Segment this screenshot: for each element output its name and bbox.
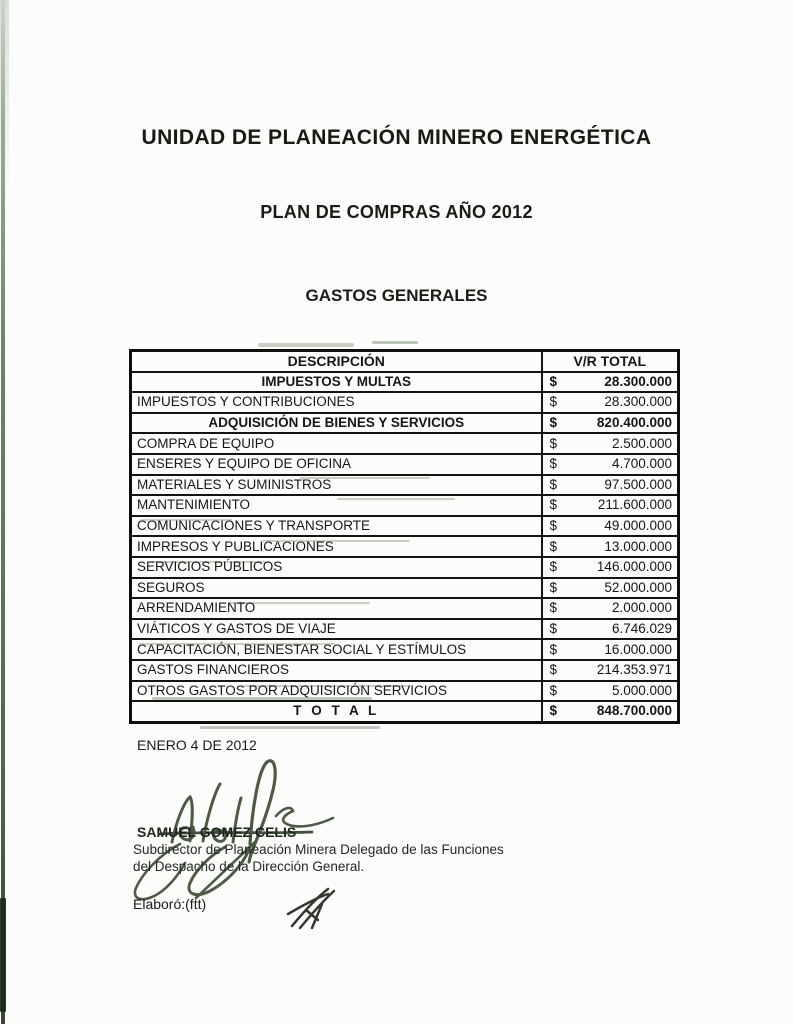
currency-symbol: $ (549, 559, 558, 575)
table-row (131, 372, 679, 393)
amount: 16.000.000 (604, 641, 672, 657)
row-label: VIÁTICOS Y GASTOS DE VIAJE (131, 619, 542, 640)
amount: 5.000.000 (611, 682, 672, 698)
amount: 13.000.000 (604, 538, 672, 554)
currency-symbol: $ (549, 620, 558, 636)
table-row (131, 475, 679, 496)
amount: 211.600.000 (597, 497, 672, 513)
currency-symbol: $ (549, 579, 558, 595)
currency-symbol: $ (549, 394, 558, 410)
row-label: COMPRA DE EQUIPO (131, 433, 542, 454)
amount: 848.700.000 (596, 703, 672, 719)
row-value (542, 619, 679, 640)
table-row (131, 516, 679, 537)
row-value (542, 372, 679, 393)
row-value (542, 495, 679, 516)
row-value (542, 557, 679, 578)
amount: 52.000.000 (604, 579, 672, 595)
row-label: IMPRESOS Y PUBLICACIONES (131, 536, 542, 557)
scan-smudge (372, 341, 418, 344)
date-line: ENERO 4 DE 2012 (137, 737, 257, 753)
elaboro-label: Elaboró:(ftt) (133, 896, 207, 912)
amount: 214.353.971 (596, 662, 672, 678)
currency-symbol: $ (549, 703, 558, 719)
row-value (542, 536, 679, 557)
row-value (542, 433, 679, 454)
row-label: COMUNICACIONES Y TRANSPORTE (131, 516, 542, 537)
currency-symbol: $ (549, 456, 558, 472)
scan-smudge (258, 343, 354, 347)
amount: 2.500.000 (611, 435, 672, 451)
amount: 49.000.000 (604, 517, 672, 533)
row-label: SEGUROS (131, 578, 542, 599)
column-header-total: V/R TOTAL (542, 351, 679, 372)
currency-symbol: $ (549, 662, 558, 678)
currency-symbol: $ (549, 538, 558, 554)
table-row (131, 536, 679, 557)
amount: 28.300.000 (604, 373, 672, 389)
row-value (542, 413, 679, 434)
row-value (542, 516, 679, 537)
currency-symbol: $ (549, 600, 558, 616)
signer-title-line1: Subdirector de Planeación Minera Delegado de las Funciones (133, 842, 504, 857)
row-value (542, 475, 679, 496)
table-header-row (131, 351, 679, 372)
table-row (131, 413, 679, 434)
expenses-table (129, 349, 680, 724)
amount: 97.500.000 (604, 476, 672, 492)
scan-smudge (200, 726, 380, 729)
table-body (131, 372, 679, 723)
amount: 28.300.000 (604, 394, 672, 410)
table-row (131, 598, 679, 619)
amount: 4.700.000 (611, 456, 672, 472)
table-row (131, 557, 679, 578)
row-label: SERVICIOS PÚBLICOS (131, 557, 542, 578)
row-value (542, 681, 679, 702)
table-row (131, 619, 679, 640)
row-label: MATERIALES Y SUMINISTROS (131, 475, 542, 496)
table-row (131, 454, 679, 475)
row-value (542, 701, 679, 722)
scan-edge-line (1, 0, 5, 1024)
table-row (131, 433, 679, 454)
currency-symbol: $ (549, 414, 558, 430)
amount: 6.746.029 (611, 620, 672, 636)
column-header-description: DESCRIPCIÓN (131, 351, 542, 372)
row-label: ARRENDAMIENTO (131, 598, 542, 619)
amount: 146.000.000 (596, 559, 672, 575)
row-value (542, 392, 679, 413)
row-label: ADQUISICIÓN DE BIENES Y SERVICIOS (131, 413, 542, 434)
section-heading: GASTOS GENERALES (305, 286, 488, 305)
currency-symbol: $ (549, 497, 558, 513)
row-label: CAPACITACIÓN, BIENESTAR SOCIAL Y ESTÍMULOS (131, 639, 542, 660)
row-value (542, 660, 679, 681)
row-label: T O T A L (131, 701, 542, 722)
row-label: MANTENIMIENTO (131, 495, 542, 516)
page-subtitle: PLAN DE COMPRAS AÑO 2012 (260, 202, 533, 222)
row-label: OTROS GASTOS POR ADQUISICIÓN SERVICIOS (131, 681, 542, 702)
row-label: GASTOS FINANCIEROS (131, 660, 542, 681)
table-row (131, 495, 679, 516)
table-row (131, 392, 679, 413)
table-row (131, 681, 679, 702)
table-row (131, 660, 679, 681)
row-label: IMPUESTOS Y MULTAS (131, 372, 542, 393)
page-title: UNIDAD DE PLANEACIÓN MINERO ENERGÉTICA (141, 126, 652, 149)
currency-symbol: $ (549, 373, 558, 389)
currency-symbol: $ (549, 682, 558, 698)
amount: 820.400.000 (596, 414, 672, 430)
row-label: IMPUESTOS Y CONTRIBUCIONES (131, 392, 542, 413)
table-row (131, 578, 679, 599)
row-value (542, 639, 679, 660)
row-value (542, 598, 679, 619)
table-row (131, 639, 679, 660)
currency-symbol: $ (549, 641, 558, 657)
currency-symbol: $ (549, 435, 558, 451)
scan-edge-line-dark (0, 898, 6, 1012)
signer-name: SAMUEL GOMEZ CELIS (137, 824, 297, 840)
row-value (542, 454, 679, 475)
currency-symbol: $ (549, 476, 558, 492)
row-value (542, 578, 679, 599)
initials-scribble (278, 884, 342, 932)
row-label: ENSERES Y EQUIPO DE OFICINA (131, 454, 542, 475)
amount: 2.000.000 (611, 600, 672, 616)
currency-symbol: $ (549, 517, 558, 533)
signer-title-line2: del Despacho de la Dirección General. (133, 859, 365, 874)
table-row (131, 701, 679, 722)
